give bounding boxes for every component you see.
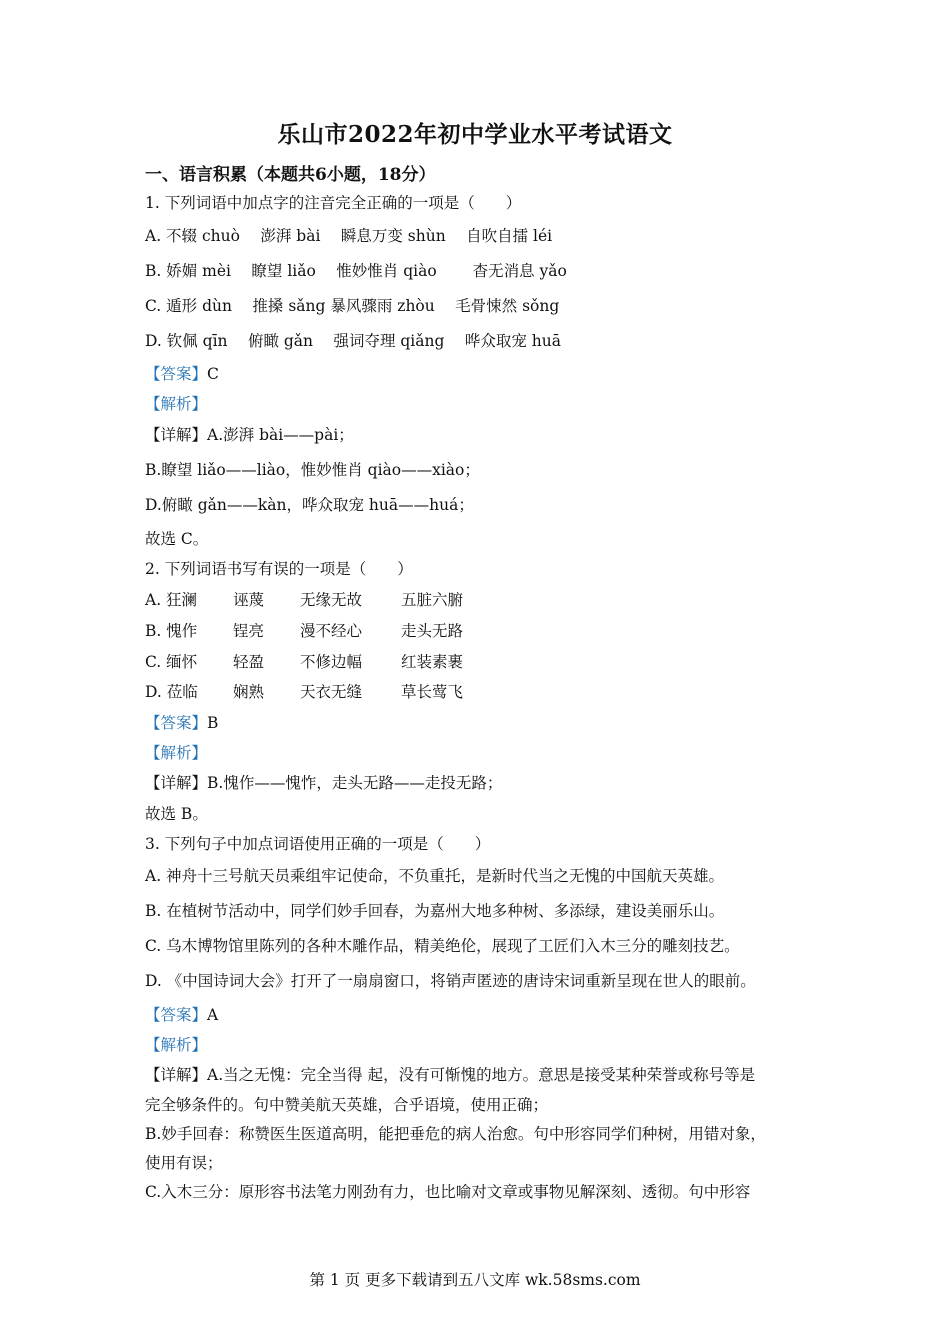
word: 草长莺飞 [401, 683, 464, 701]
q3-answer [145, 1005, 218, 1025]
q3-detail-1b: 完全够条件的。句中赞美航天英雄，合乎语境，使用正确； [145, 1096, 549, 1114]
section-heading: 一、语言积累（本题共6小题，18分） [145, 165, 436, 185]
q3-detail-2: B.妙手回春：称赞医生医道高明，能把垂危的病人治愈。句中形容同学们种树，用错对象， [145, 1125, 766, 1143]
detail-tag: 【详解】 [145, 774, 208, 792]
q1-conclusion: 故选 C。 [145, 530, 209, 548]
word: 锃亮 [233, 622, 265, 640]
word: B. 愧作 [145, 622, 198, 640]
q1-detail-2: B.瞭望 liǎo——liào，惟妙惟肖 qiào——xiào； [145, 461, 480, 479]
q2-row-d [145, 682, 463, 702]
q3-analysis-tag: 【解析】 [145, 1036, 208, 1054]
detail-text: A.澎湃 bài——pài； [207, 426, 354, 444]
q1-option-c: C. 遁形 dùn 推搡 sǎng 暴风骤雨 zhòu 毛骨悚然 sǒng [145, 297, 560, 315]
word: 无缘无故 [300, 591, 363, 609]
q1-detail-1 [145, 425, 354, 445]
word: 五脏六腑 [401, 591, 464, 609]
q2-detail-1 [145, 773, 502, 793]
word: 诬蔑 [233, 591, 265, 609]
q2-stem: 2. 下列词语书写有误的一项是（ ） [145, 560, 413, 578]
word: 不修边幅 [300, 653, 363, 671]
answer-tag: 【答案】 [145, 365, 208, 383]
q3-stem: 3. 下列句子中加点词语使用正确的一项是（ ） [145, 835, 491, 853]
word: 漫不经心 [300, 622, 363, 640]
page-footer: 第 1 页 更多下载请到五八文库 wk.58sms.com [309, 1271, 641, 1289]
word: 轻盈 [233, 653, 265, 671]
detail-tag: 【详解】 [145, 426, 208, 444]
word: D. 莅临 [145, 683, 198, 701]
q1-option-a: A. 不辍 chuò 澎湃 bài 瞬息万变 shùn 自吹自擂 léi [145, 227, 553, 245]
q2-row-b [145, 621, 463, 641]
word: 天衣无缝 [300, 683, 363, 701]
q3-option-b: B. 在植树节活动中，同学们妙手回春，为嘉州大地多种树、多添绿，建设美丽乐山。 [145, 902, 725, 920]
q3-option-a: A. 神舟十三号航天员乘组牢记使命，不负重托，是新时代当之无愧的中国航天英雄。 [145, 867, 725, 885]
page-title: 乐山市2022年初中学业水平考试语文 [277, 121, 673, 148]
answer-tag: 【答案】 [145, 1006, 208, 1024]
q3-detail-3: C.入木三分：原形容书法笔力刚劲有力，也比喻对文章或事物见解深刻、透彻。句中形容 [145, 1183, 751, 1201]
detail-tag: 【详解】 [145, 1066, 208, 1084]
q1-option-d: D. 钦佩 qīn 俯瞰 gǎn 强词夺理 qiǎng 哗众取宠 huā [145, 332, 561, 350]
q3-detail-2b: 使用有误； [145, 1154, 223, 1172]
answer-value: B [207, 714, 219, 732]
q1-answer [145, 364, 219, 384]
detail-text: A.当之无愧：完全当得 起，没有可惭愧的地方。意思是接受某种荣誉或称号等是 [207, 1066, 756, 1084]
q1-option-b: B. 娇媚 mèi 瞭望 liǎo 惟妙惟肖 qiào 杳无消息 yǎo [145, 262, 567, 280]
q1-analysis-tag: 【解析】 [145, 395, 208, 413]
answer-tag: 【答案】 [145, 714, 208, 732]
q2-row-c [145, 652, 463, 672]
detail-text: B.愧作——愧怍，走头无路——走投无路； [207, 774, 503, 792]
word: 走头无路 [401, 622, 464, 640]
q3-detail-1 [145, 1065, 755, 1085]
word: C. 缅怀 [145, 653, 198, 671]
word: 娴熟 [233, 683, 265, 701]
word: 红装素裹 [401, 653, 464, 671]
q2-conclusion: 故选 B。 [145, 805, 208, 823]
q2-analysis-tag: 【解析】 [145, 744, 208, 762]
q3-option-d: D. 《中国诗词大会》打开了一扇扇窗口，将销声匿迹的唐诗宋词重新呈现在世人的眼前。 [145, 972, 756, 990]
answer-value: A [207, 1006, 219, 1024]
answer-value: C [207, 365, 219, 383]
word: A. 狂澜 [145, 591, 198, 609]
q2-row-a [145, 590, 463, 610]
q1-detail-3: D.俯瞰 gǎn——kàn，哗众取宠 huā——huá； [145, 496, 474, 514]
q2-answer [145, 713, 218, 733]
q1-stem: 1. 下列词语中加点字的注音完全正确的一项是（ ） [145, 194, 522, 212]
q3-option-c: C. 乌木博物馆里陈列的各种木雕作品，精美绝伦，展现了工匠们入木三分的雕刻技艺。 [145, 937, 740, 955]
